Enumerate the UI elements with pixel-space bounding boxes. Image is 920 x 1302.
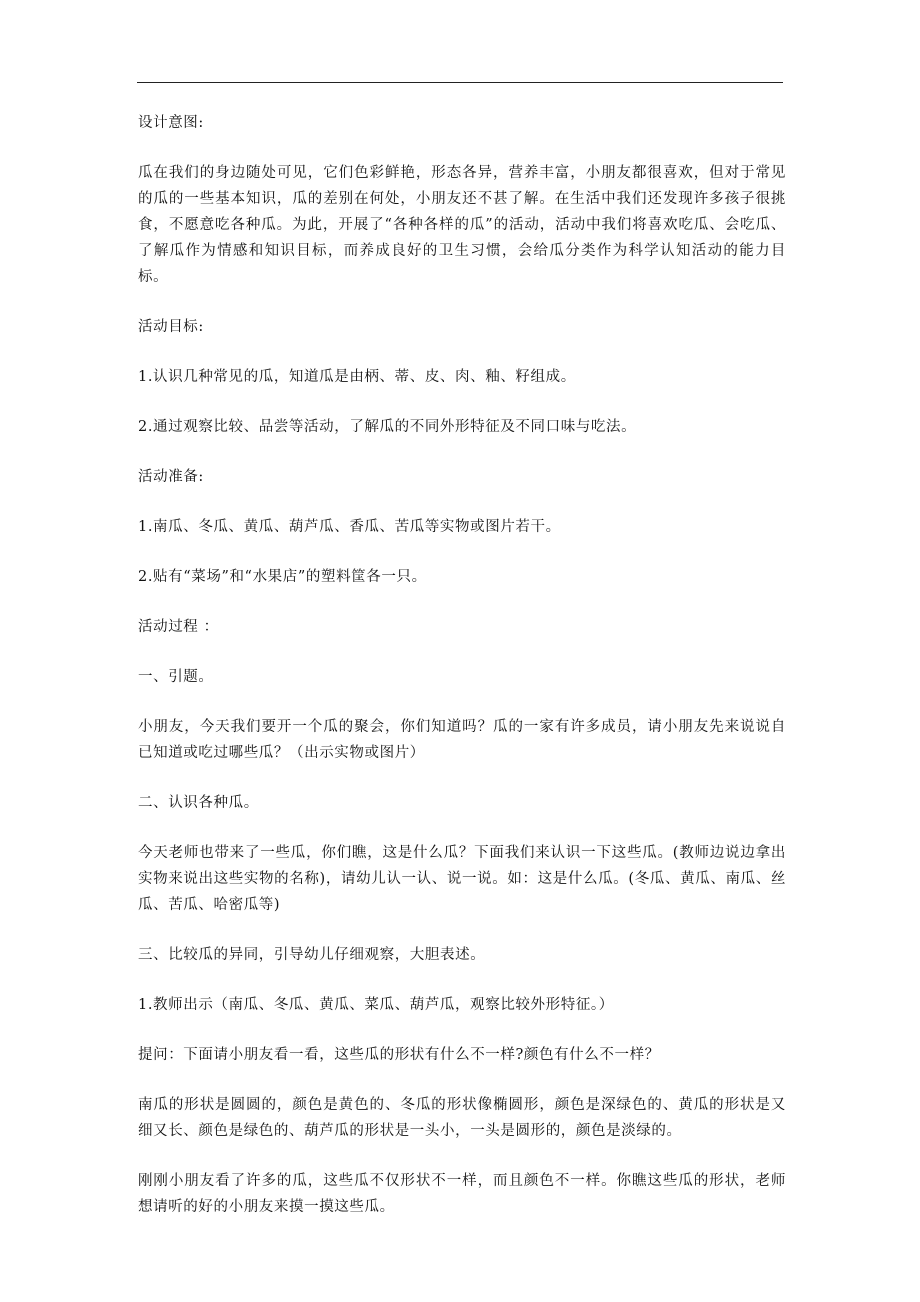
goal-item-1: 1.认识几种常见的瓜，知道瓜是由柄、蒂、皮、肉、釉、籽组成。 (138, 369, 576, 385)
paragraph-intro: 小朋友，今天我们要开一个瓜的聚会，你们知道吗？瓜的一家有许多成员，请小朋友先来说说自已知道或吃过哪些瓜？（出示实物或图片） (138, 719, 786, 761)
heading-activity-goals: 活动目标: (138, 319, 204, 335)
heading-design-intent: 设计意图: (138, 115, 204, 131)
header-rule (137, 82, 783, 83)
preparation-item-2: 2.贴有“菜场”和“水果店”的塑料筐各一只。 (138, 569, 427, 585)
section-heading-1: 一、引题。 (138, 669, 214, 685)
goal-item-2: 2.通过观察比较、品尝等活动，了解瓜的不同外形特征及不同口味与吃法。 (138, 419, 637, 435)
heading-activity-process: 活动过程 ： (138, 619, 219, 635)
paragraph-touch: 刚刚小朋友看了许多的瓜，这些瓜不仅形状不一样，而且颜色不一样。你瞧这些瓜的形状，老师想请听的好的小朋友来摸一摸这些瓜。 (138, 1173, 786, 1215)
heading-activity-preparation: 活动准备: (138, 469, 204, 485)
section-heading-2: 二、认识各种瓜。 (138, 795, 259, 811)
preparation-item-1: 1.南瓜、冬瓜、黄瓜、葫芦瓜、香瓜、苦瓜等实物或图片若干。 (138, 519, 561, 535)
paragraph-recognize: 今天老师也带来了一些瓜，你们瞧，这是什么瓜？下面我们来认识一下这些瓜。(教师边说边拿出实物来说出这些实物的名称)，请幼儿认一认、说一说。如：这是什么瓜。(冬瓜、黄瓜、南瓜、丝瓜、苦瓜、哈密瓜等) (138, 845, 786, 913)
paragraph-shapes-colors: 南瓜的形状是圆圆的，颜色是黄色的、冬瓜的形状像椭圆形，颜色是深绿色的、黄瓜的形状是又细又长、颜色是绿色的、葫芦瓜的形状是一头小，一头是圆形的，颜色是淡绿的。 (138, 1097, 786, 1139)
document-body (138, 110, 786, 1244)
paragraph-question: 提问：下面请小朋友看一看，这些瓜的形状有什么不一样?颜色有什么不一样？ (138, 1047, 660, 1063)
paragraph-design-intent: 瓜在我们的身边随处可见，它们色彩鲜艳，形态各异，营养丰富，小朋友都很喜欢，但对于常见的瓜的一些基本知识，瓜的差别在何处，小朋友还不甚了解。在生活中我们还发现许多孩子很挑食，不愿意吃各种瓜。为此，开展了“各种各样的瓜”的活动，活动中我们将喜欢吃瓜、会吃瓜、了解瓜作为情感和知识目标，而养成良好的卫生习惯，会给瓜分类作为科学认知活动的能力目标。 (138, 165, 786, 285)
section-heading-3: 三、比较瓜的异同，引导幼儿仔细观察，大胆表述。 (138, 947, 486, 963)
compare-item-1: 1.教师出示（南瓜、冬瓜、黄瓜、菜瓜、葫芦瓜，观察比较外形特征。） (138, 997, 614, 1013)
